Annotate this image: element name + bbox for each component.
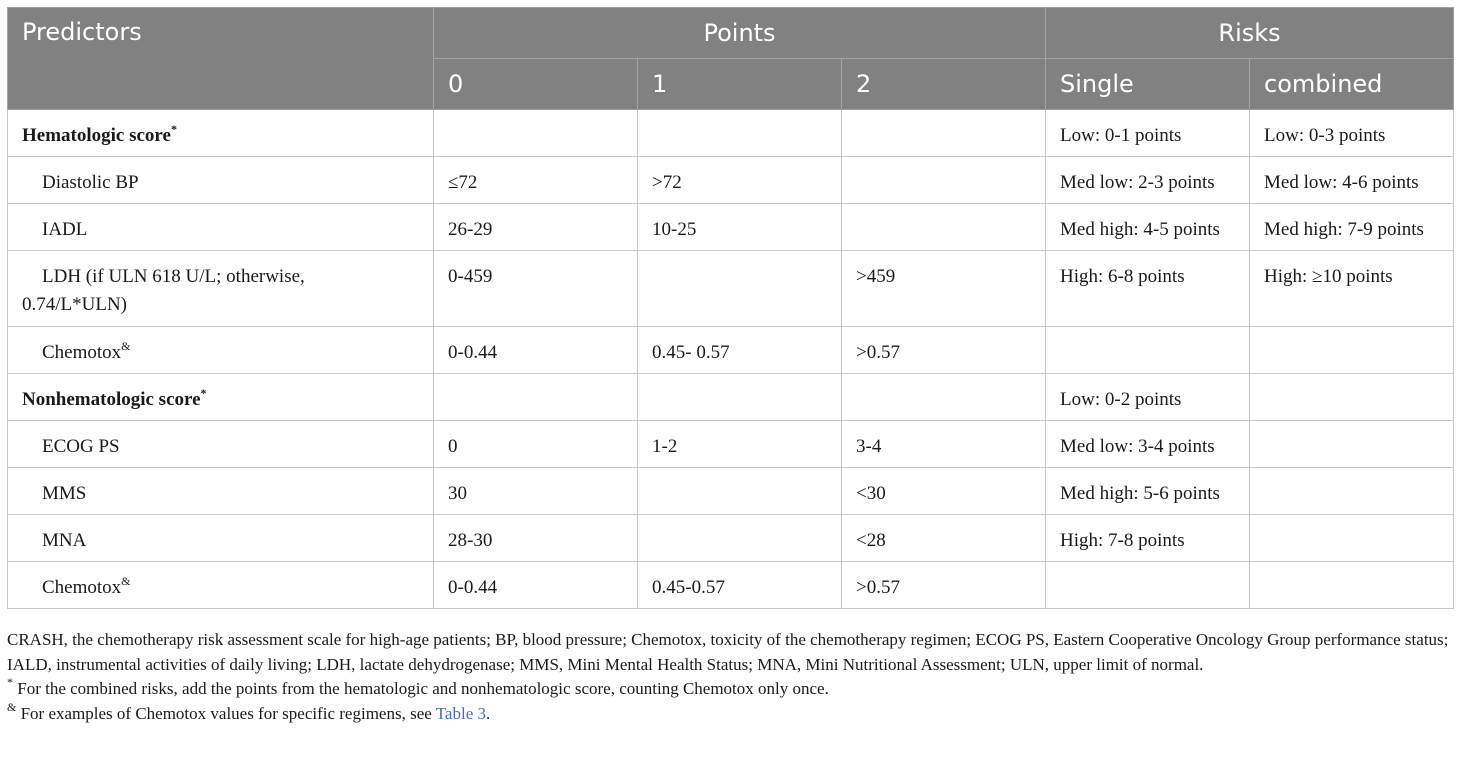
risk-combined-cell (1250, 327, 1454, 374)
points-2-cell (842, 110, 1046, 157)
table-row (8, 421, 1454, 468)
table-row (8, 327, 1454, 374)
predictor-cell: Chemotox& (8, 327, 434, 374)
points-2-cell (842, 157, 1046, 204)
table-row (8, 157, 1454, 204)
risk-combined-cell (1250, 515, 1454, 562)
crash-score-table (7, 7, 1454, 609)
points-1-cell (638, 515, 842, 562)
risk-combined-cell (1250, 421, 1454, 468)
predictor-cell: MMS (8, 468, 434, 515)
table-3-link[interactable]: Table 3 (435, 703, 486, 723)
risk-combined-cell: Med high: 7-9 points (1250, 204, 1454, 251)
header-risks: Risks (1046, 8, 1454, 59)
risk-combined-cell: Med low: 4-6 points (1250, 157, 1454, 204)
risk-combined-cell (1250, 374, 1454, 421)
risk-single-cell: Med low: 2-3 points (1046, 157, 1250, 204)
header-points-0: 0 (434, 59, 638, 110)
points-1-cell: >72 (638, 157, 842, 204)
predictor-cell: Hematologic score* (8, 110, 434, 157)
risk-combined-cell (1250, 562, 1454, 609)
points-0-cell: 28-30 (434, 515, 638, 562)
header-row-1 (8, 8, 1454, 59)
points-0-cell: 0-0.44 (434, 327, 638, 374)
combined-risk-note: * For the combined risks, add the points from the hematologic and nonhematologic score, counting Chemotox only once. (7, 675, 829, 698)
points-2-cell: >0.57 (842, 327, 1046, 374)
header-risk-combined: combined (1250, 59, 1454, 110)
risk-single-cell: High: 7-8 points (1046, 515, 1250, 562)
table-row (8, 468, 1454, 515)
table-row (8, 110, 1454, 157)
header-points-1: 1 (638, 59, 842, 110)
risk-single-cell: Med high: 4-5 points (1046, 204, 1250, 251)
points-2-cell: 3-4 (842, 421, 1046, 468)
risk-single-cell: Med high: 5-6 points (1046, 468, 1250, 515)
header-points: Points (434, 8, 1046, 59)
points-0-cell: 26-29 (434, 204, 638, 251)
points-1-cell (638, 374, 842, 421)
points-1-cell: 1-2 (638, 421, 842, 468)
risk-single-cell (1046, 562, 1250, 609)
points-2-cell: >459 (842, 251, 1046, 327)
risk-combined-cell: Low: 0-3 points (1250, 110, 1454, 157)
points-0-cell (434, 110, 638, 157)
risk-single-cell: Med low: 3-4 points (1046, 421, 1250, 468)
risk-single-cell: Low: 0-1 points (1046, 110, 1250, 157)
points-2-cell: >0.57 (842, 562, 1046, 609)
points-1-cell: 0.45-0.57 (638, 562, 842, 609)
risk-single-cell (1046, 327, 1250, 374)
points-0-cell: 0-0.44 (434, 562, 638, 609)
points-0-cell: 0-459 (434, 251, 638, 327)
points-1-cell (638, 110, 842, 157)
header-predictors: Predictors (8, 8, 434, 110)
predictor-cell: LDH (if ULN 618 U/L; otherwise, 0.74/L*ULN) (8, 251, 434, 327)
points-2-cell (842, 374, 1046, 421)
points-0-cell: 30 (434, 468, 638, 515)
header-risk-single: Single (1046, 59, 1250, 110)
points-1-cell: 0.45- 0.57 (638, 327, 842, 374)
chemotox-note: & For examples of Chemotox values for specific regimens, see Table 3. (7, 699, 491, 723)
crash-score-table-container (7, 7, 1453, 609)
points-1-cell (638, 468, 842, 515)
points-1-cell (638, 251, 842, 327)
points-0-cell (434, 374, 638, 421)
points-0-cell: 0 (434, 421, 638, 468)
points-0-cell: ≤72 (434, 157, 638, 204)
abbreviations-note: CRASH, the chemotherapy risk assessment scale for high-age patients; BP, blood pressure; Chemotox, toxicity of the chemotherapy regimen; ECOG PS, Eastern Cooperative Oncology Group performance status; IALD, instrumental activities of daily living; LDH, lactate dehydrogenase; MMS, Mini Mental Health Status; MNA, Mini Nutritional Assessment; ULN, upper limit of normal. (7, 630, 1449, 674)
table-row (8, 562, 1454, 609)
risk-combined-cell (1250, 468, 1454, 515)
risk-single-cell: Low: 0-2 points (1046, 374, 1250, 421)
points-2-cell (842, 204, 1046, 251)
risk-single-cell: High: 6-8 points (1046, 251, 1250, 327)
predictor-cell: MNA (8, 515, 434, 562)
points-2-cell: <28 (842, 515, 1046, 562)
points-2-cell: <30 (842, 468, 1046, 515)
table-row (8, 374, 1454, 421)
predictor-cell: ECOG PS (8, 421, 434, 468)
table-footnotes (7, 628, 1457, 726)
points-1-cell: 10-25 (638, 204, 842, 251)
predictor-cell: Chemotox& (8, 562, 434, 609)
table-row (8, 204, 1454, 251)
predictor-cell: IADL (8, 204, 434, 251)
predictor-cell: Nonhematologic score* (8, 374, 434, 421)
header-points-2: 2 (842, 59, 1046, 110)
table-row (8, 251, 1454, 327)
predictor-cell: Diastolic BP (8, 157, 434, 204)
risk-combined-cell: High: ≥10 points (1250, 251, 1454, 327)
table-row (8, 515, 1454, 562)
